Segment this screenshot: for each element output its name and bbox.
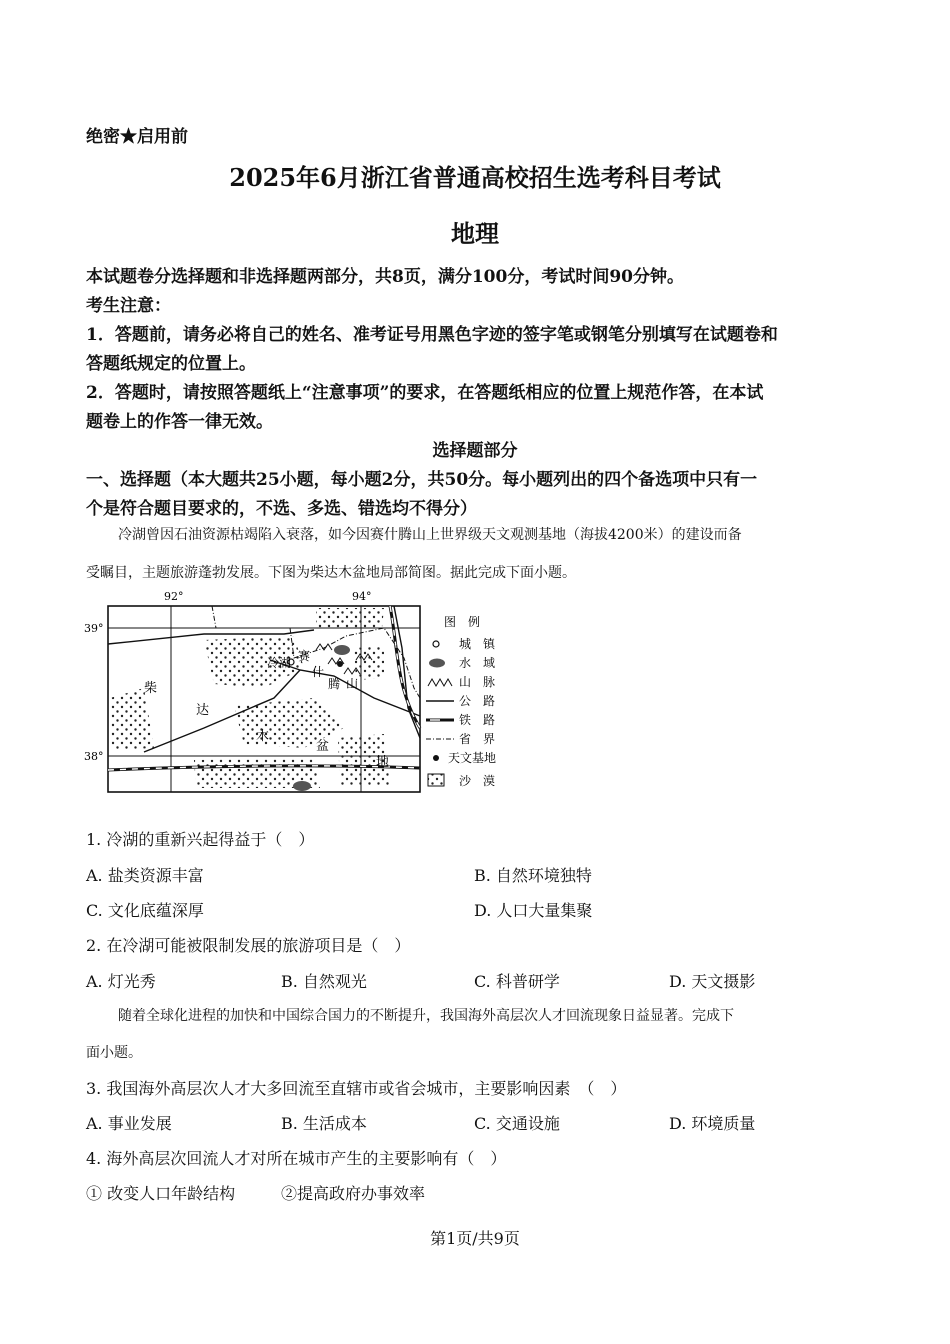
passage-2-cont: 面小题。	[86, 1045, 142, 1061]
question-2-stem: 2. 在冷湖可能被限制发展的旅游项目是（ ）	[86, 936, 411, 955]
mountain-char-4: 山	[346, 677, 359, 691]
exam-title: 2025年6月浙江省普通高校招生选考科目考试	[229, 163, 721, 192]
notice-item-2: 2．答题时，请按照答题纸上“注意事项”的要求，在答题纸相应的位置上规范作答，在本试	[86, 383, 764, 403]
lon-label-94: 94°	[352, 590, 372, 603]
qaidam-basin-map	[84, 588, 514, 800]
notice-item-1-cont: 答题纸规定的位置上。	[86, 354, 256, 374]
notice-item-1: 1．答题前，请务必将自己的姓名、准考证号用黑色字迹的签字笔或钢笔分别填写在试题卷和	[86, 325, 778, 345]
legend-road: 公 路	[459, 694, 496, 708]
part1-instruction-cont: 个是符合题目要求的，不选、多选、错选均不得分）	[86, 499, 477, 519]
lake-north	[334, 645, 350, 655]
legend-town: 城 镇	[459, 637, 496, 651]
legend-mountain-symbol	[428, 679, 452, 686]
question-1-stem: 1. 冷湖的重新兴起得益于（ ）	[86, 830, 315, 849]
legend-title: 图 例	[444, 615, 481, 629]
desert-west	[110, 688, 154, 750]
legend-mountain: 山 脉	[459, 675, 496, 689]
desert-northeast	[316, 608, 384, 628]
basin-char-4: 盆	[316, 739, 330, 754]
legend-desert: 沙 漠	[459, 774, 496, 788]
question-3-option-b[interactable]: B. 生活成本	[281, 1114, 367, 1133]
lake-south	[293, 781, 311, 791]
secrecy-mark: 绝密★启用前	[86, 127, 188, 147]
question-4-option-1[interactable]: ① 改变人口年龄结构	[86, 1184, 236, 1203]
mountain-char-3: 腾	[328, 677, 341, 691]
question-1-option-a[interactable]: A. 盐类资源丰富	[86, 866, 204, 885]
lon-label-92: 92°	[164, 590, 184, 603]
desert-east	[354, 646, 384, 680]
notice-item-2-cont: 题卷上的作答一律无效。	[86, 412, 273, 432]
lat-label-38: 38°	[84, 750, 104, 763]
exam-intro: 本试题卷分选择题和非选择题两部分，共8页，满分100分，考试时间90分钟。	[86, 267, 684, 287]
legend-railway: 铁 路	[459, 713, 496, 727]
question-2-option-b[interactable]: B. 自然观光	[281, 972, 367, 991]
question-2-option-d[interactable]: D. 天文摄影	[669, 972, 756, 991]
question-4-stem: 4. 海外高层次回流人才对所在城市产生的主要影响有（ ）	[86, 1149, 507, 1168]
legend-astronomy: 天文基地	[448, 751, 497, 765]
lat-label-39: 39°	[84, 622, 104, 635]
question-3-option-a[interactable]: A. 事业发展	[86, 1114, 172, 1133]
mountain-char-2: 什	[312, 665, 325, 679]
question-1-option-d[interactable]: D. 人口大量集聚	[474, 901, 593, 920]
mountain-char-1: 赛	[298, 649, 311, 663]
passage-1: 冷湖曾因石油资源枯竭陷入衰落，如今因赛什腾山上世界级天文观测基地（海拔4200米）的建设而备	[118, 527, 742, 543]
section-title: 选择题部分	[432, 441, 518, 461]
legend-water-symbol	[429, 659, 445, 668]
passage-1-cont: 受瞩目，主题旅游蓬勃发展。下图为柴达木盆地局部简图。据此完成下面小题。	[86, 565, 576, 581]
legend-desert-symbol	[428, 774, 444, 786]
question-2-option-c[interactable]: C. 科普研学	[474, 972, 560, 991]
lenghu-label: 冷湖	[267, 656, 292, 670]
question-4-option-2[interactable]: ②提高政府办事效率	[281, 1184, 426, 1203]
question-1-option-c[interactable]: C. 文化底蕴深厚	[86, 901, 204, 920]
question-2-option-a[interactable]: A. 灯光秀	[86, 972, 156, 991]
question-1-option-b[interactable]: B. 自然环境独特	[474, 866, 592, 885]
astronomy-base-marker	[337, 661, 343, 667]
question-3-option-d[interactable]: D. 环境质量	[669, 1114, 756, 1133]
part1-instruction: 一、选择题（本大题共25小题，每小题2分，共50分。每小题列出的四个备选项中只有一	[86, 470, 758, 490]
legend-town-symbol	[433, 641, 439, 647]
passage-2: 随着全球化进程的加快和中国综合国力的不断提升，我国海外高层次人才回流现象日益显著。完成下	[118, 1008, 734, 1024]
page-number: 第1页/共9页	[430, 1229, 520, 1248]
basin-char-2: 达	[196, 703, 210, 718]
basin-char-5: 地	[376, 755, 390, 770]
legend-water: 水 域	[459, 656, 496, 670]
basin-char-1: 柴	[144, 681, 158, 696]
basin-char-3: 木	[256, 729, 270, 744]
legend-boundary: 省 界	[459, 732, 496, 746]
subject-title: 地理	[451, 219, 499, 248]
question-3-stem: 3. 我国海外高层次人才大多回流至直辖市或省会城市，主要影响因素 （ ）	[86, 1079, 627, 1098]
legend-astronomy-symbol	[433, 755, 439, 761]
question-3-option-c[interactable]: C. 交通设施	[474, 1114, 560, 1133]
notice-heading: 考生注意：	[86, 296, 171, 316]
legend-items	[426, 636, 496, 788]
